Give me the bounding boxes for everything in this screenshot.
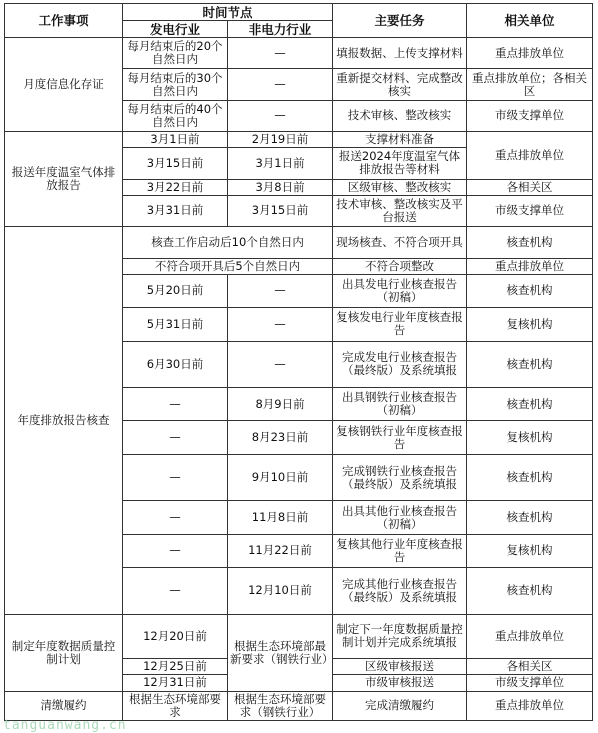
nonpower-date-cell: —	[228, 100, 333, 131]
power-date-cell: —	[123, 568, 228, 615]
power-date-cell: 12月25日前	[123, 659, 228, 675]
nonpower-date-cell: 3月1日前	[228, 148, 333, 179]
task-cell: 完成其他行业核查报告（最终版）及系统填报	[333, 568, 467, 615]
unit-cell: 核查机构	[467, 501, 593, 534]
power-date-cell: 6月30日前	[123, 341, 228, 388]
nonpower-date-cell: 12月10日前	[228, 568, 333, 615]
table-row	[5, 614, 593, 659]
task-cell: 不符合项整改	[333, 258, 467, 274]
unit-cell: 市级支撑单位	[467, 675, 593, 691]
nonpower-date-cell: 3月15日前	[228, 195, 333, 226]
power-date-cell: 12月20日前	[123, 614, 228, 659]
nonpower-date-cell: 3月8日前	[228, 179, 333, 195]
task-cell: 技术审核、整改核实及平台报送	[333, 195, 467, 226]
table-row	[5, 227, 593, 258]
power-date-cell: 每月结束后的20个自然日内	[123, 38, 228, 69]
task-cell: 现场核查、不符合项开具	[333, 227, 467, 258]
time-span-cell: 不符合项开具后5个自然日内	[123, 258, 333, 274]
task-cell: 制定下一年度数据质量控制计划并完成系统填报	[333, 614, 467, 659]
power-date-cell: 3月1日前	[123, 132, 228, 148]
task-cell: 技术审核、整改核实	[333, 100, 467, 131]
nonpower-date-cell: 8月9日前	[228, 388, 333, 421]
task-cell: 支撑材料准备	[333, 132, 467, 148]
table-row	[5, 38, 593, 69]
schedule-table	[4, 3, 593, 721]
nonpower-date-cell: —	[228, 274, 333, 307]
watermark: tanguanwang.cn	[3, 718, 127, 733]
unit-cell: 各相关区	[467, 179, 593, 195]
power-date-cell: 5月31日前	[123, 308, 228, 341]
task-cell: 出具发电行业核查报告（初稿）	[333, 274, 467, 307]
time-span-cell: 核查工作启动后10个自然日内	[123, 227, 333, 258]
task-cell: 复核钢铁行业年度核查报告	[333, 421, 467, 454]
nonpower-date-cell: 2月19日前	[228, 132, 333, 148]
power-date-cell: —	[123, 454, 228, 501]
power-date-cell: 12月31日前	[123, 675, 228, 691]
header-power-industry: 发电行业	[123, 21, 228, 38]
header-related-unit: 相关单位	[467, 4, 593, 38]
task-cell: 出具钢铁行业核查报告（初稿）	[333, 388, 467, 421]
unit-cell: 核查机构	[467, 568, 593, 615]
unit-cell: 核查机构	[467, 341, 593, 388]
unit-cell: 各相关区	[467, 659, 593, 675]
nonpower-date-cell: —	[228, 308, 333, 341]
task-cell: 填报数据、上传支撑材料	[333, 38, 467, 69]
nonpower-date-cell: 11月8日前	[228, 501, 333, 534]
power-date-cell: 每月结束后的40个自然日内	[123, 100, 228, 131]
header-main-task: 主要任务	[333, 4, 467, 38]
nonpower-date-cell: —	[228, 38, 333, 69]
nonpower-date-cell: 8月23日前	[228, 421, 333, 454]
work-item-cell: 月度信息化存证	[5, 38, 123, 132]
nonpower-date-cell: 9月10日前	[228, 454, 333, 501]
task-cell: 重新提交材料、完成整改核实	[333, 69, 467, 100]
nonpower-date-cell: —	[228, 69, 333, 100]
unit-cell: 重点排放单位	[467, 132, 593, 180]
unit-cell: 重点排放单位	[467, 258, 593, 274]
power-date-cell: 根据生态环境部要求	[123, 691, 228, 720]
unit-cell: 核查机构	[467, 227, 593, 258]
task-cell: 复核发电行业年度核查报告	[333, 308, 467, 341]
power-date-cell: 每月结束后的30个自然日内	[123, 69, 228, 100]
unit-cell: 市级支撑单位	[467, 100, 593, 131]
unit-cell: 复核机构	[467, 534, 593, 567]
unit-cell: 重点排放单位	[467, 691, 593, 720]
unit-cell: 重点排放单位	[467, 38, 593, 69]
unit-cell: 复核机构	[467, 308, 593, 341]
header-nonpower-industry: 非电力行业	[228, 21, 333, 38]
work-item-cell: 报送年度温室气体排放报告	[5, 132, 123, 227]
power-date-cell: —	[123, 421, 228, 454]
task-cell: 完成钢铁行业核查报告（最终版）及系统填报	[333, 454, 467, 501]
task-cell: 区级审核报送	[333, 659, 467, 675]
task-cell: 完成发电行业核查报告（最终版）及系统填报	[333, 341, 467, 388]
unit-cell: 核查机构	[467, 274, 593, 307]
header-work-item: 工作事项	[5, 4, 123, 38]
work-item-cell: 年度排放报告核查	[5, 227, 123, 614]
power-date-cell: 3月31日前	[123, 195, 228, 226]
nonpower-date-cell: 11月22日前	[228, 534, 333, 567]
power-date-cell: —	[123, 501, 228, 534]
unit-cell: 市级支撑单位	[467, 195, 593, 226]
work-item-cell: 清缴履约	[5, 691, 123, 720]
task-cell: 完成清缴履约	[333, 691, 467, 720]
nonpower-date-cell: —	[228, 341, 333, 388]
unit-cell: 核查机构	[467, 388, 593, 421]
power-date-cell: 3月22日前	[123, 179, 228, 195]
table-row	[5, 132, 593, 148]
power-date-cell: —	[123, 534, 228, 567]
task-cell: 市级审核报送	[333, 675, 467, 691]
unit-cell: 复核机构	[467, 421, 593, 454]
power-date-cell: —	[123, 388, 228, 421]
nonpower-date-cell: 根据生态环境部最新要求（钢铁行业）	[228, 614, 333, 691]
unit-cell: 核查机构	[467, 454, 593, 501]
task-cell: 报送2024年度温室气体排放报告等材料	[333, 148, 467, 179]
nonpower-date-cell: 根据生态环境部要求（钢铁行业）	[228, 691, 333, 720]
task-cell: 出具其他行业核查报告（初稿）	[333, 501, 467, 534]
power-date-cell: 3月15日前	[123, 148, 228, 179]
task-cell: 区级审核、整改核实	[333, 179, 467, 195]
header-time-node: 时间节点	[123, 4, 333, 21]
power-date-cell: 5月20日前	[123, 274, 228, 307]
unit-cell: 重点排放单位；各相关区	[467, 69, 593, 100]
table-row	[5, 691, 593, 720]
work-item-cell: 制定年度数据质量控制计划	[5, 614, 123, 691]
task-cell: 复核其他行业年度核查报告	[333, 534, 467, 567]
unit-cell: 重点排放单位	[467, 614, 593, 659]
